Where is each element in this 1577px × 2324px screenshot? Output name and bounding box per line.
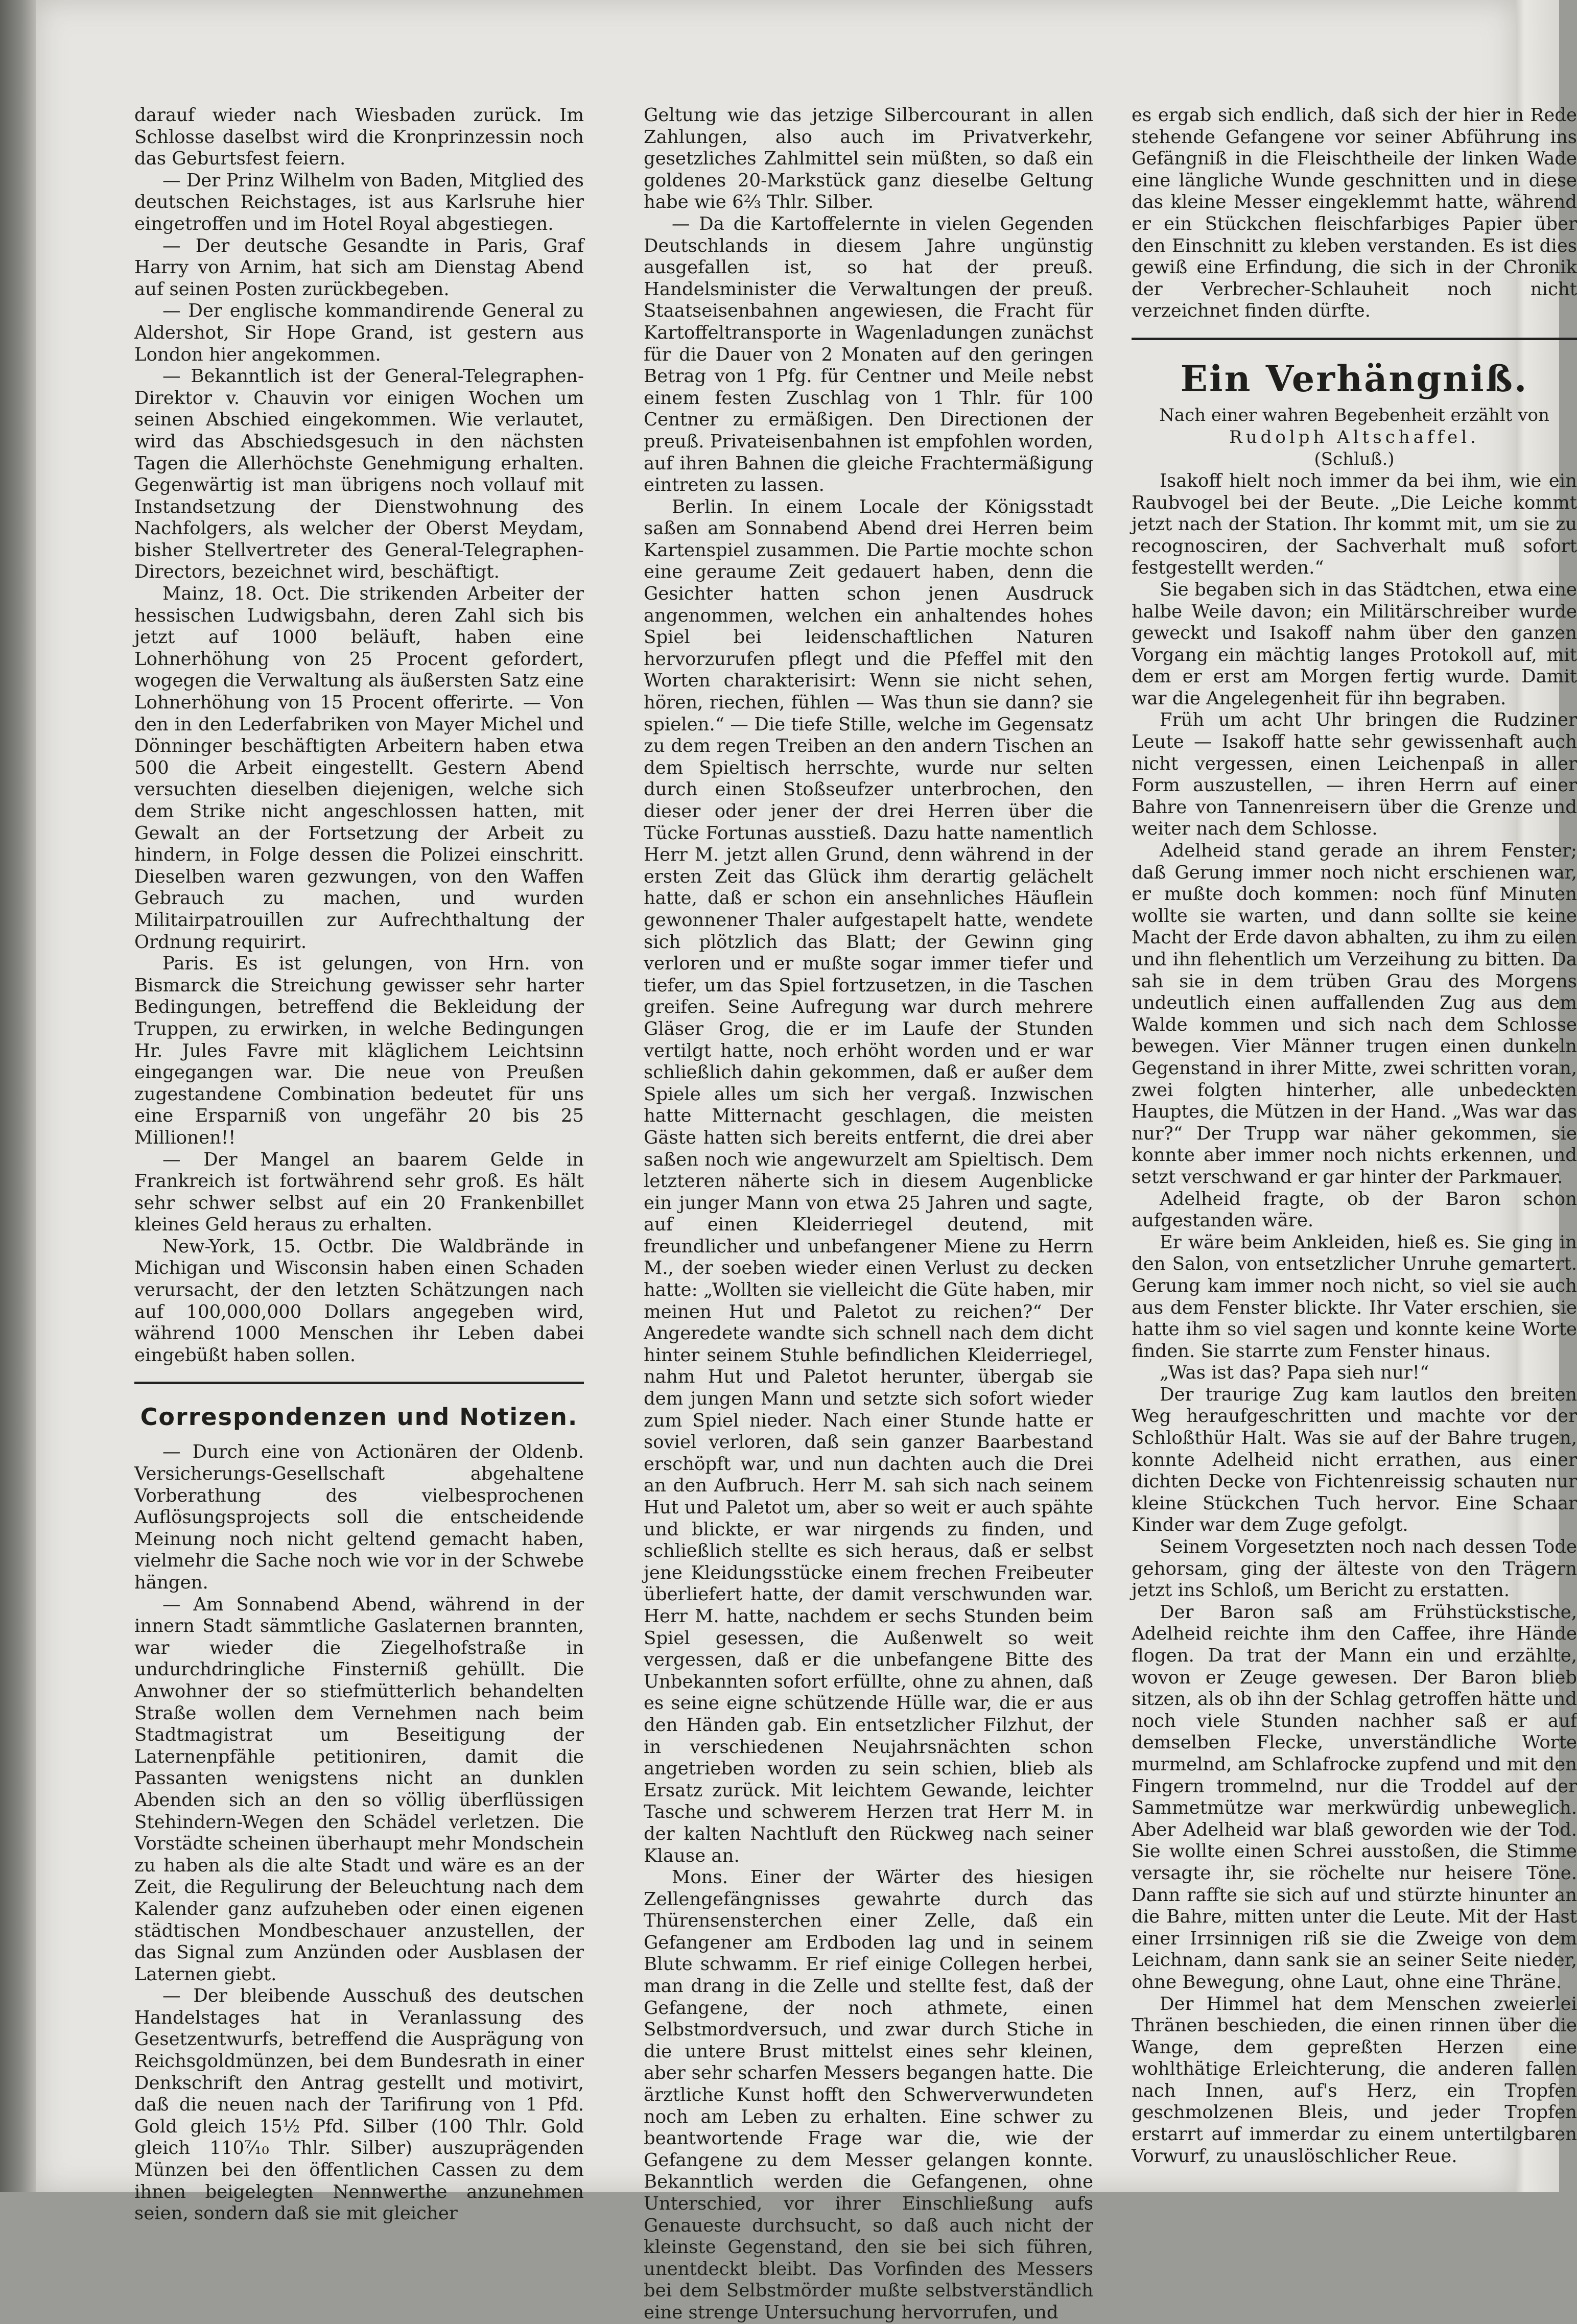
story-subtitle: Nach einer wahren Begebenheit erzählt von: [1159, 405, 1549, 425]
news-item: es ergab sich endlich, daß sich der hier in Rede stehende Gefangene vor seiner Abführung ins Gefängniß in die Fleischtheile der linken Wade eine längliche Wunde geschnitten und in diese das kleine Messer eingeklemmt hatte, während er ein Stückchen fleischfarbiges Papier über den Einschnitt zu kleben verstanden. Es ist dies gewiß eine Erfindung, die sich in der Chronik der Verbrecher-Schlauheit noch nicht verzeichnet finden dürfte.: [1132, 105, 1577, 322]
story-part-label: (Schluß.): [1314, 448, 1395, 469]
news-item: — Der Prinz Wilhelm von Baden, Mitglied des deutschen Reichstages, ist aus Karlsruhe hier eingetroffen und im Hotel Royal abgestiegen.: [134, 170, 584, 234]
news-item: — Der deutsche Gesandte in Paris, Graf Harry von Arnim, hat sich am Dienstag Abend auf seinen Posten zurückbegeben.: [134, 235, 584, 300]
news-item: — Der englische kommandirende General zu Aldershot, Sir Hope Grand, ist gestern aus London hier angekommen.: [134, 300, 584, 365]
section-divider: [134, 1382, 584, 1384]
story-paragraph: Adelheid fragte, ob der Baron schon aufgestanden wäre.: [1132, 1188, 1577, 1231]
story-paragraph: „Was ist das? Papa sieh nur!“: [1160, 1362, 1429, 1384]
story-paragraph: Isakoff hielt noch immer da bei ihm, wie ein Raubvogel bei der Beute. „Die Leiche kommt jetzt nach der Station. Ihr kommt mit, um sie zu recognosciren, der Sachverhalt muß sofort festgestellt werden.“: [1132, 470, 1577, 579]
section-divider: [1132, 338, 1577, 340]
story-paragraph: Adelheid stand gerade an ihrem Fenster; daß Gerung immer noch nicht erschienen war, er mußte doch kommen: noch fünf Minuten wollte sie warten, und dann sollte sie keine Macht der Erde davon abhalten, zu ihm zu eilen und ihn flehentlich um Verzeihung zu bitten. Da sah sie in dem trüben Grau des Morgens undeutlich einen auffallenden Zug aus dem Walde kommen und sich nach dem Schlosse bewegen. Vier Männer trugen einen dunkeln Gegenstand in ihrer Mitte, zwei schritten voran, zwei folgten hinterher, alle unbedeckten Hauptes, die Mützen in der Hand. „Was war das nur?“ Der Trupp war näher gekommen, sie konnte aber immer noch nichts erkennen, und setzt verschwand er gar hinter der Parkmauer.: [1132, 840, 1577, 1188]
news-item: Berlin. In einem Locale der Königsstadt saßen am Sonnabend Abend drei Herren beim Kartenspiel zusammen. Die Partie mochte schon eine geraume Zeit gedauert haben, denn die Gesichter hatten schon jenen Ausdruck angenommen, welchen ein anhaltendes hohes Spiel bei leidenschaftlichen Naturen hervorzurufen pflegt und die Pfeffel mit den Worten charakterisirt: Wenn sie nicht sehen, hören, riechen, fühlen — Was thun sie dann? sie spielen.“ — Die tiefe Stille, welche im Gegensatz zu dem regen Treiben an den andern Tischen an dem Spieltisch herrschte, wurde nur selten durch einen Stoßseufzer unterbrochen, den dieser oder jener der drei Herren über die Tücke Fortunas ausstieß. Dazu hatte namentlich Herr M. jetzt allen Grund, denn während in der ersten Zeit das Glück ihm derartig gelächelt hatte, daß er schon ein ansehnliches Häuflein gewonnener Thaler aufgestapelt hatte, wendete sich plötzlich das Blatt; der Gewinn ging verloren und er mußte sogar immer tiefer und tiefer, um das Spiel fortzusetzen, in die Taschen greifen. Seine Aufregung war durch mehrere Gläser Grog, die er im Laufe der Stunden vertilgt hatte, noch erhöht worden und er war schließlich dahin gekommen, daß er außer dem Spiele alles um sich her vergaß. Inzwischen hatte Mitternacht geschlagen, die meisten Gäste hatten sich bereits entfernt, die drei aber saßen noch wie angewurzelt am Spieltisch. Dem letzteren näherte sich in diesem Augenblicke ein junger Mann von etwa 25 Jahren und sagte, auf einen Kleiderriegel deutend, mit freundlicher und unbefangener Miene zu Herrn M., der soeben wieder einen Verlust zu decken hatte: „Wollten sie vielleicht die Güte haben, mir meinen Hut und Paletot zu reichen?“ Der Angeredete wandte sich schnell nach dem dicht hinter seinem Stuhle befindlichen Kleiderriegel, nahm Hut und Paletot herunter, übergab sie dem jungen Mann und setzte sich sofort wieder zum Spiel nieder. Nach einer Stunde hatte er soviel verloren, daß sein ganzer Baarbestand erschöpft war, und nun dachten auch die Drei an den Aufbruch. Herr M. sah sich nach seinem Hut und Paletot um, aber so weit er auch spähte und blickte, er war nirgends zu finden, und schließlich stellte es sich heraus, daß er selbst jene Kleidungsstücke einem frechen Freibeuter überliefert hatte, der damit verschwunden war. Herr M. hatte, nachdem er sechs Stunden beim Spiel gesessen, die Außenwelt so weit vergessen, daß er die unbefangene Bitte des Unbekannten sofort erfüllte, ohne zu ahnen, daß es seine eigne schützende Hülle war, die er aus den Händen gab. Ein entsetzlicher Filzhut, der in verschiedenen Neujahrsnächten schon angetrieben worden zu sein schien, blieb als Ersatz zurück. Mit leichtem Gewande, leichter Tasche und schwerem Herzen trat Herr M. in der kalten Nachtluft den Rückweg nach seiner Klause an.: [644, 496, 1093, 1866]
story-paragraph: Seinem Vorgesetzten noch nach dessen Tode gehorsam, ging der älteste von den Trägern jetzt ins Schloß, um Bericht zu erstatten.: [1132, 1536, 1577, 1601]
news-item: darauf wieder nach Wiesbaden zurück. Im Schlosse daselbst wird die Kronprinzessin noch das Geburtsfest feiern.: [134, 105, 584, 170]
news-item: — Der Mangel an baarem Gelde in Frankreich ist fortwährend sehr groß. Es hält sehr schwer selbst auf ein 20 Frankenbillet kleines Geld heraus zu erhalten.: [134, 1149, 584, 1236]
news-item: — Bekanntlich ist der General-Telegraphen-Direktor v. Chauvin vor einigen Wochen um seinen Abschied eingekommen. Wie verlautet, wird das Abschiedsgesuch in den nächsten Tagen die Allerhöchste Genehmigung erhalten. Gegenwärtig ist man übrigens noch vollauf mit Instandsetzung der Dienstwohnung des Nachfolgers, als welcher der Oberst Meydam, bisher Stellvertreter des General-Telegraphen-Directors, bezeichnet wird, beschäftigt.: [134, 366, 584, 583]
story-title: Ein Verhängniß.: [1180, 357, 1528, 400]
news-item: — Der bleibende Ausschuß des deutschen Handelstages hat in Veranlassung des Gesetzentwurfs, betreffend die Ausprägung von Reichsgoldmünzen, bei dem Bundesrath in einer Denkschrift den Antrag gestellt und motivirt, daß die neuen nach der Tarifirung von 1 Pfd. Gold gleich 15½ Pfd. Silber (100 Thlr. Gold gleich 110⁷⁄₁₀ Thlr. Silber) auszuprägenden Münzen bei den öffentlichen Cassen zu dem ihnen beigelegten Nennwerthe anzunehmen seien, sondern daß sie mit gleicher: [134, 1985, 584, 2224]
news-item: Geltung wie das jetzige Silbercourant in allen Zahlungen, also auch im Privatverkehr, gesetzliches Zahlmittel sein müßten, so daß ein goldenes 20-Markstück ganz dieselbe Geltung habe wie 6⅔ Thlr. Silber.: [644, 105, 1093, 213]
news-item: — Durch eine von Actionären der Oldenb. Versicherungs-Gesellschaft abgehaltene Vorberathung des vielbesprochenen Auflösungsprojects soll die entscheidende Meinung noch nicht geltend gemacht haben, vielmehr die Sache noch wie vor in der Schwebe hängen.: [134, 1441, 584, 1593]
column-right: [1132, 105, 1577, 2178]
news-item: New-York, 15. Octbr. Die Waldbrände in Michigan und Wisconsin haben einen Schaden verursacht, der den letzten Schätzungen nach auf 100,000,000 Dollars angegeben wird, während 1000 Menschen ihr Leben dabei eingebüßt haben sollen.: [134, 1236, 584, 1366]
news-item: Mainz, 18. Oct. Die strikenden Arbeiter der hessischen Ludwigsbahn, deren Zahl sich bis jetzt auf 1000 beläuft, haben eine Lohnerhöhung von 25 Procent gefordert, wogegen die Verwaltung als äußersten Satz eine Lohnerhöhung von 15 Procent offerirte. — Von den in den Lederfabriken von Mayer Michel und Dönninger beschäftigten Arbeitern haben etwa 500 die Arbeit eingestellt. Gestern Abend versuchten dieselben diejenigen, welche sich dem Strike nicht angeschlossen hatten, mit Gewalt an der Fortsetzung der Arbeit zu hindern, in Folge dessen die Polizei einschritt. Dieselben waren gezwungen, von den Waffen Gebrauch zu machen, und wurden Militairpatrouillen zur Aufrechthaltung der Ordnung requirirt.: [134, 583, 584, 953]
story-author: Rudolph Altschaffel.: [1229, 426, 1479, 447]
section-heading: Correspondenzen und Notizen.: [140, 1403, 578, 1431]
story-paragraph: Er wäre beim Ankleiden, hieß es. Sie ging in den Salon, von entsetzlicher Unruhe gemartert. Gerung kam immer noch nicht, so viel sie auch aus dem Fenster blickte. Ihr Vater erschien, sie hatte ihm so viel sagen und konnte keine Worte finden. Sie starrte zum Fenster hinaus.: [1132, 1231, 1577, 1362]
column-middle: [644, 105, 1093, 2323]
column-left: [134, 105, 584, 2224]
news-item: — Am Sonnabend Abend, während in der innern Stadt sämmtliche Gaslaternen brannten, war wieder die Ziegelhofstraße in undurchdringliche Finsterniß gehüllt. Die Anwohner der so stiefmütterlich behandelten Straße wollen dem Vernehmen nach beim Stadtmagistrat um Beseitigung der Laternenpfähle petitioniren, damit die Passanten wenigstens nicht an dunklen Abenden sich an den so völlig überflüssigen Stehindern-Wegen den Schädel verletzen. Die Vorstädte scheinen überhaupt mehr Mondschein zu haben als die alte Stadt und wäre es an der Zeit, die Regulirung der Beleuchtung nach dem Kalender ganz aufzuheben oder einen eigenen städtischen Mondbeschauer anzustellen, der das Signal zum Anzünden oder Ausblasen der Laternen giebt.: [134, 1594, 584, 1985]
scan-binding-edge: [0, 0, 36, 2192]
story-paragraph: Sie begaben sich in das Städtchen, etwa eine halbe Weile davon; ein Militärschreiber wurde geweckt und Isakoff nahm über den ganzen Vorgang ein mächtig langes Protokoll auf, mit dem er erst am Morgen fertig wurde. Damit war die Angelegenheit für ihn begraben.: [1132, 579, 1577, 709]
news-item: — Da die Kartoffelernte in vielen Gegenden Deutschlands in diesem Jahre ungünstig ausgefallen ist, so hat der preuß. Handelsminister die Verwaltungen der preuß. Staatseisenbahnen angewiesen, die Fracht für Kartoffeltransporte in Wagenladungen zunächst für die Dauer von 2 Monaten auf den geringen Betrag von 1 Pfg. für Centner und Meile nebst einem festen Zuschlag von 1 Thlr. für 100 Centner zu ermäßigen. Den Directionen der preuß. Privateisenbahnen ist empfohlen worden, auf ihren Bahnen die gleiche Frachtermäßigung eintreten zu lassen.: [644, 213, 1093, 496]
news-item: Mons. Einer der Wärter des hiesigen Zellengefängnisses gewahrte durch das Thürensensterchen einer Zelle, daß ein Gefangener am Erdboden lag und in seinem Blute schwamm. Er rief einige Collegen herbei, man drang in die Zelle und stellte fest, daß der Gefangene, der noch athmete, einen Selbstmordversuch, und zwar durch Stiche in die untere Brust mittelst eines sehr kleinen, aber sehr scharfen Messers begangen hatte. Die ärztliche Kunst hofft den Schwerverwundeten noch am Leben zu erhalten. Eine schwer zu beantwortende Frage war die, wie der Gefangene zu dem Messer gelangen konnte. Bekanntlich werden die Gefangenen, ohne Unterschied, vor ihrer Einschließung aufs Genaueste durchsucht, so daß auch nicht der kleinste Gegenstand, den sie bei sich führen, unentdeckt bleibt. Das Vorfinden des Messers bei dem Selbstmörder mußte selbstverständlich eine strenge Untersuchung hervorrufen, und: [644, 1867, 1093, 2323]
newspaper-page: [36, 0, 1577, 2323]
story-paragraph: Der Baron saß am Frühstückstische, Adelheid reichte ihm den Caffee, ihre Hände flogen. Da trat der Mann ein und erzählte, wovon er Zeuge gewesen. Der Baron blieb sitzen, als ob ihn der Schlag getroffen hätte und noch viele Stunden nachher saß er auf demselben Flecke, unverständliche Worte murmelnd, am Schlafrocke zupfend und mit den Fingern trommelnd, nur die Troddel auf der Sammetmütze war merkwürdig unbeweglich. Aber Adelheid war blaß geworden wie der Tod. Sie wollte einen Schrei ausstoßen, die Stimme versagte ihr, sie röchelte nur heisere Töne. Dann raffte sie sich auf und stürzte hinunter an die Bahre, mitten unter die Leute. Mit der Hast einer Irrsinnigen riß sie die Zweige von dem Leichnam, dann sank sie an seiner Seite nieder, ohne Bewegung, ohne Laut, ohne eine Thräne.: [1132, 1601, 1577, 1993]
news-item: Paris. Es ist gelungen, von Hrn. von Bismarck die Streichung gewisser sehr harter Bedingungen, betreffend die Bekleidung der Truppen, zu erwirken, in welche Bedingungen Hr. Jules Favre mit kläglichem Leichtsinn eingegangen war. Die neue von Preußen zugestandene Combination bedeutet für uns eine Ersparniß von ungefähr 20 bis 25 Millionen!!: [134, 953, 584, 1148]
story-paragraph: Der traurige Zug kam lautlos den breiten Weg heraufgeschritten und machte vor der Schloßthür Halt. Was sie auf der Bahre trugen, konnte Adelheid nicht errathen, aus einer dichten Decke von Fichtenreissig schauten nur kleine Stückchen Tuch hervor. Eine Schaar Kinder war dem Zuge gefolgt.: [1132, 1384, 1577, 1536]
story-paragraph: Früh um acht Uhr bringen die Rudziner Leute — Isakoff hatte sehr gewissenhaft auch nicht vergessen, einen Leichenpaß in aller Form auszustellen, — ihren Herrn auf einer Bahre von Tannenreisern über die Grenze und weiter nach dem Schlosse.: [1132, 709, 1577, 840]
story-paragraph: Der Himmel hat dem Menschen zweierlei Thränen beschieden, die einen rinnen über die Wange, dem gepreßten Herzen eine wohlthätige Erleichterung, die anderen fallen nach Innen, auf's Herz, ein Tropfen geschmolzenen Bleis, und jeder Tropfen erstarrt auf immerdar zu einem untertilgbaren Vorwurf, zu unauslöschlicher Reue.: [1132, 1993, 1577, 2167]
